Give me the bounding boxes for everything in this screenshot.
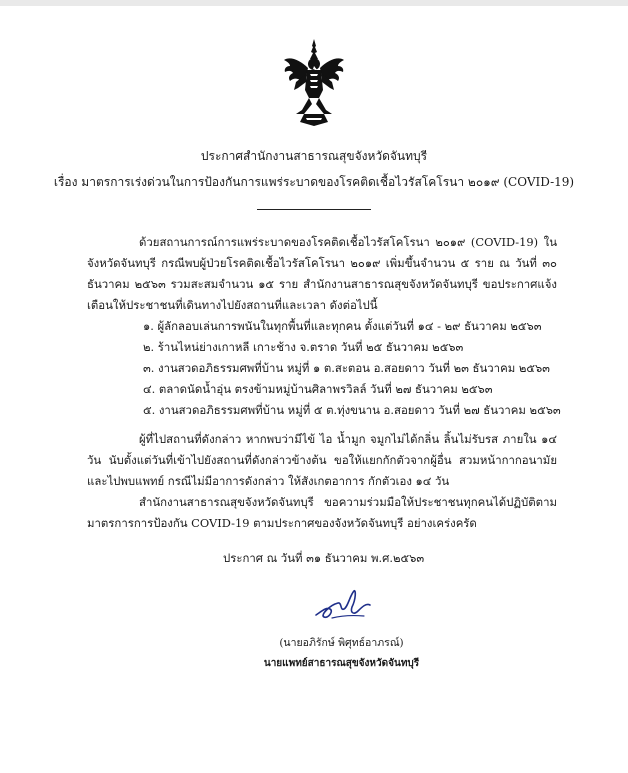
signatory-name: (นายอภิรักษ์ พิศุทธ์อาภรณ์) bbox=[279, 637, 404, 649]
list-item: ๒. ร้านไหน่ย่างเกาหลี เกาะช้าง จ.ตราด วันที่ ๒๕ ธันวาคม ๒๕๖๓ bbox=[143, 340, 464, 354]
list-item: ๔. ตลาดนัดน้ำอุ่น ตรงข้ามหมู่บ้านศิลาพรวิลล์ วันที่ ๒๗ ธันวาคม ๒๕๖๓ bbox=[143, 382, 493, 396]
announcement-subject: เรื่อง มาตรการเร่งด่วนในการป้องกันการแพร่ระบาดของโรคติดเชื้อไวรัสโคโรนา ๒๐๑๙ (COVID-19) bbox=[53, 175, 575, 189]
signatory-position: นายแพทย์สาธารณสุขจังหวัดจันทบุรี bbox=[263, 658, 420, 669]
cooperation-paragraph: สำนักงานสาธารณสุขจังหวัดจันทบุรี ขอความร่วมมือให้ประชาชนทุกคนได้ปฏิบัติตามมาตรการการป้องกัน COVID-19 ตามประกาศของจังหวัดจันทบุรี อย่างเคร่งครัด bbox=[87, 495, 557, 530]
header-divider bbox=[257, 209, 371, 210]
announcement-title: ประกาศสำนักงานสาธารณสุขจังหวัดจันทบุรี bbox=[200, 149, 428, 163]
page-top-edge bbox=[0, 0, 628, 6]
announcement-header bbox=[0, 143, 628, 195]
list-item: ๑. ผู้ลักลอบเล่นการพนันในทุกพื้นที่และทุกคน ตั้งแต่วันที่ ๑๔ - ๒๙ ธันวาคม ๒๕๖๓ bbox=[143, 319, 542, 333]
list-item: ๓. งานสวดอภิธรรมศพที่บ้าน หมู่ที่ ๑ ต.สะตอน อ.สอยดาว วันที่ ๒๓ ธันวาคม ๒๕๖๓ bbox=[143, 361, 550, 375]
list-item: ๕. งานสวดอภิธรรมศพที่บ้าน หมู่ที่ ๕ ต.ทุ่งขนาน อ.สอยดาว วันที่ ๒๗ ธันวาคม ๒๕๖๓ bbox=[143, 403, 561, 417]
symptom-advice-paragraph: ผู้ที่ไปสถานที่ดังกล่าว หากพบว่ามีไข้ ไอ น้ำมูก จมูกไม่ได้กลิ่น ลิ้นไม่รับรส ภายใน ๑๔ วัน นับตั้งแต่วันที่เข้าไปยังสถานที่ดังกล่าวข้างต้น ขอให้แยกกักตัวจากผู้อื่น สวมหน้ากากอนามัย และไปพบแพทย์ กรณีไม่มีอาการดังกล่าว ให้สังเกตอาการ กักตัวเอง ๑๔ วัน bbox=[87, 432, 557, 488]
intro-paragraph: ด้วยสถานการณ์การแพร่ระบาดของโรคติดเชื้อไวรัสโคโรนา ๒๐๑๙ (COVID-19) ในจังหวัดจันทบุรี กรณีพบผู้ป่วยโรคติดเชื้อไวรัสโคโรนา ๒๐๑๙ เพิ่มขึ้นจำนวน ๕ ราย ณ วันที่ ๓๐ ธันวาคม ๒๕๖๓ รวมสะสมจำนวน ๑๕ ราย สำนักงานสาธารณสุขจังหวัดจันทบุรี ขอประกาศแจ้งเตือนให้ประชาชนที่เดินทางไปยังสถานที่และเวลา ดังต่อไปนี้ bbox=[87, 235, 557, 312]
location-list bbox=[143, 316, 563, 421]
announced-date: ประกาศ ณ วันที่ ๓๑ ธันวาคม พ.ศ.๒๕๖๓ bbox=[223, 551, 425, 565]
garuda-emblem-icon bbox=[282, 38, 346, 128]
handwritten-signature-icon bbox=[312, 585, 374, 625]
